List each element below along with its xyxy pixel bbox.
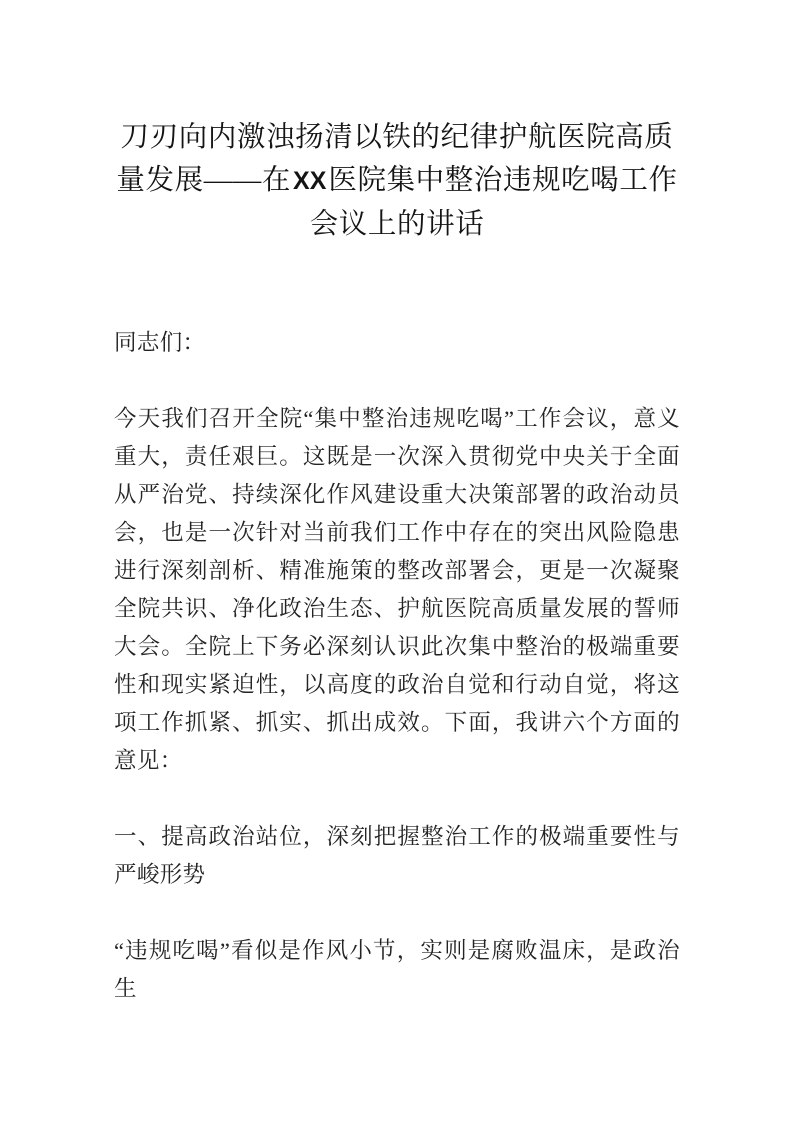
title-inline-bold-token: XX	[293, 167, 327, 195]
section-paragraph-1: “违规吃喝”看似是作风小节，实则是腐败温床，是政治生	[114, 938, 680, 1001]
title-line-2: 质量发展——在	[116, 122, 674, 196]
spacer-before-section-heading	[114, 780, 680, 818]
spacer-after-salutation	[114, 362, 680, 400]
title-line-3: 医院集中整治违规吃喝	[328, 165, 620, 196]
title-line-4: 工作会议上的讲话	[309, 165, 678, 240]
document-title	[114, 116, 680, 246]
title-line-1: 刀刃向内激浊扬清以铁的纪律护航医院高	[120, 122, 645, 153]
spacer-after-section-heading	[114, 894, 680, 932]
section-heading-1: 一、提高政治站位，深刻把握整治工作的极端重要性与严峻形势	[114, 824, 680, 887]
spacer-title-body	[114, 246, 680, 324]
document-content	[114, 116, 680, 1008]
body-paragraph-1: 今天我们召开全院“集中整治违规吃喝”工作会议，意义重大，责任艰巨。这既是一次深入贯彻党中央关于全面从严治党、持续深化作风建设重大决策部署的政治动员会，也是一次针对当前我们工作中存在的突出风险隐患进行深刻剖析、精准施策的整改部署会，更是一次凝聚全院共识、净化政治生态、护航医院高质量发展的誓师大会。全院上下务必深刻认识此次集中整治的极端重要性和现实紧迫性，以高度的政治自觉和行动自觉，将这项工作抓紧、抓实、抓出成效。下面，我讲六个方面的意见：	[114, 406, 680, 773]
salutation: 同志们：	[114, 330, 206, 355]
